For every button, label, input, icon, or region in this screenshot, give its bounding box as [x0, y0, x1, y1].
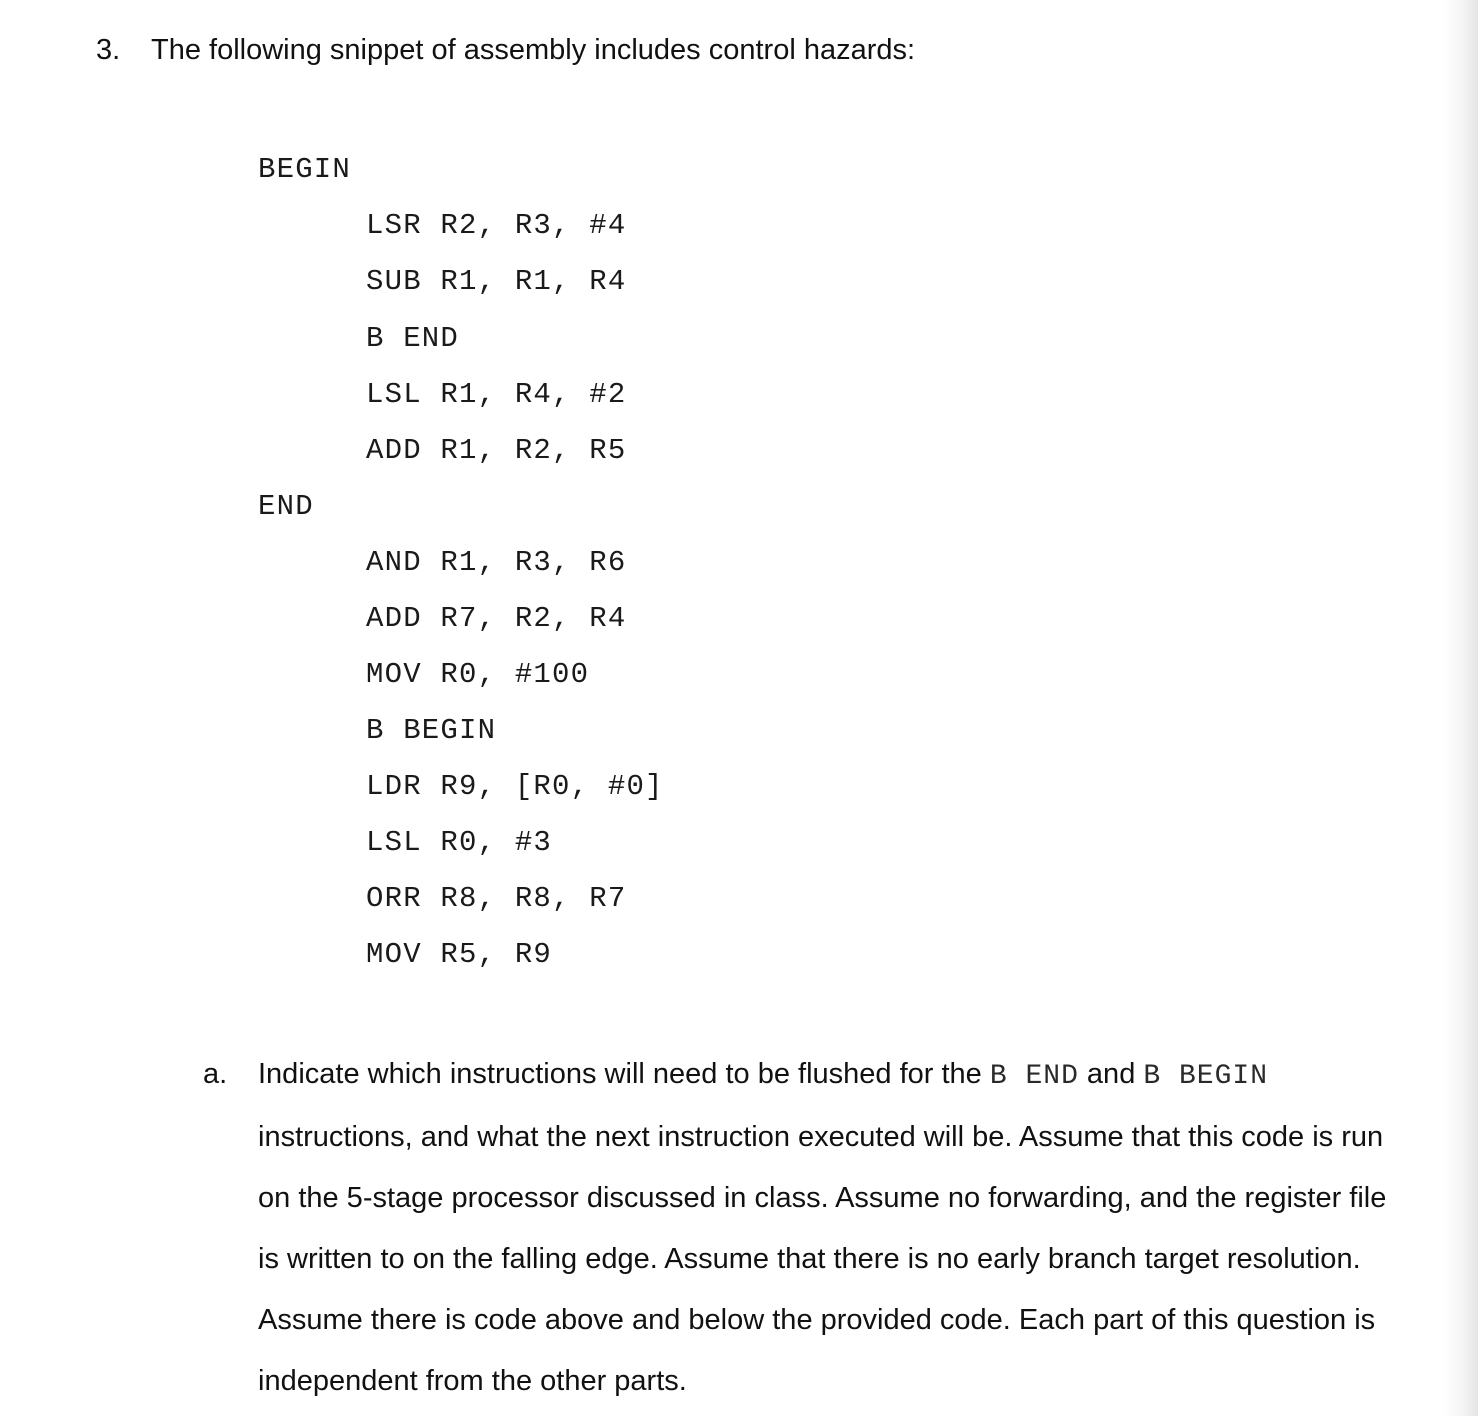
part-a-line: on the 5-stage processor discussed in class. Assume no forwarding, and the register file [258, 1182, 1387, 1214]
code-line: ORR R8, R8, R7 [366, 882, 627, 915]
code-line: SUB R1, R1, R4 [366, 265, 627, 298]
code-label-begin: BEGIN [258, 153, 352, 186]
code-line: ADD R1, R2, R5 [366, 434, 627, 467]
code-label-end: END [258, 490, 314, 523]
code-line: MOV R5, R9 [366, 938, 553, 971]
code-line: LSR R2, R3, #4 [366, 209, 627, 242]
part-a-text-segment: Indicate which instructions will need to be flushed for the [258, 1058, 990, 1090]
question-text: The following snippet of assembly includes control hazards: [151, 34, 916, 66]
part-a-line: Assume there is code above and below the provided code. Each part of this question is [258, 1304, 1376, 1336]
code-line: LDR R9, [R0, #0] [366, 770, 664, 803]
code-line: B END [366, 322, 460, 355]
part-a-line: instructions, and what the next instruction executed will be. Assume that this code is run [258, 1121, 1384, 1153]
part-a-text [258, 1044, 1458, 1412]
code-line: AND R1, R3, R6 [366, 546, 627, 579]
part-a-line: is written to on the falling edge. Assume that there is no early branch target resolution. [258, 1243, 1361, 1275]
inline-code-b-begin: B BEGIN [1143, 1061, 1268, 1092]
code-line: B BEGIN [366, 714, 497, 747]
part-a-line [258, 1044, 1458, 1107]
code-line: LSL R0, #3 [366, 826, 553, 859]
inline-code-b-end: B END [989, 1061, 1079, 1092]
code-line: MOV R0, #100 [366, 658, 590, 691]
part-a-letter: a. [203, 1058, 228, 1090]
part-a-text-segment: and [1078, 1058, 1144, 1090]
code-line: LSL R1, R4, #2 [366, 378, 627, 411]
code-line: ADD R7, R2, R4 [366, 602, 627, 635]
question-number: 3. [96, 34, 121, 66]
part-a-line: independent from the other parts. [258, 1365, 687, 1397]
